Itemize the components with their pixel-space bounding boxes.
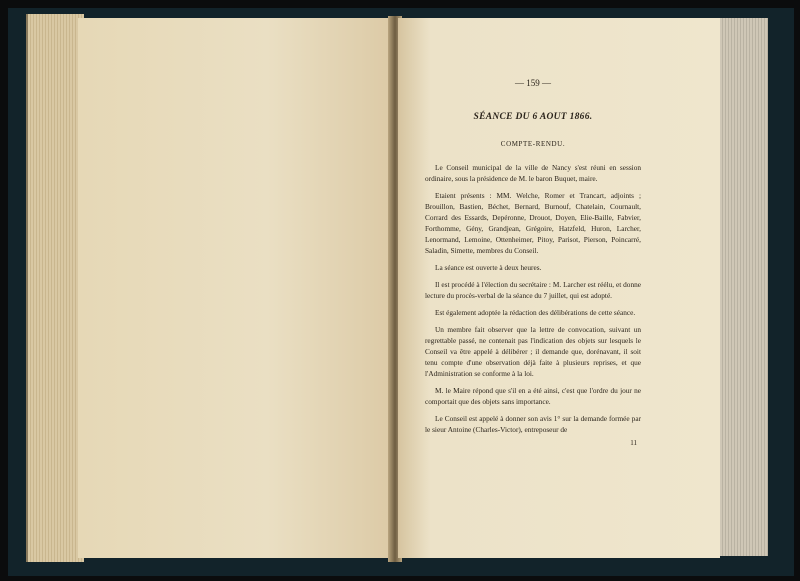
paragraph: Etaient présents : MM. Welche, Romer et Trancart, adjoints ; Brouillon, Bastien, Béchet, Bernard, Burnouf, Chatelain, Cournault, Corrard des Essards, Depéronne, Drouot, Doyen, Elie-Baille, Fabvier, Forthomme, Gény, Grandjean, Grégoire, Hatzfeld, Huron, Larcher, Lenormand, Lemoine, Ottenheimer, Pitoy, Parisot, Pierson, Poincarré, Saladin, Simette, membres du Conseil. xyxy=(425,191,641,255)
left-page-blank xyxy=(78,18,394,558)
session-title: SÉANCE DU 6 AOUT 1866. xyxy=(473,112,593,122)
section-heading: COMPTE-RENDU. xyxy=(500,140,566,148)
right-page-edges xyxy=(720,18,768,556)
paragraph: Un membre fait observer que la lettre de convocation, suivant un regrettable passé, ne contenait pas l'indication des objets sur lesquels le Conseil va être appelé à délibérer ; il demande que, dorénavant, il soit tenu compte d'une observation déjà faite à plusieurs reprises, et que l'Administration se conforme à la loi. xyxy=(425,325,641,378)
signature-mark: 11 xyxy=(630,439,637,447)
paragraph: Le Conseil est appelé à donner son avis 1° sur la demande formée par le sieur Antoine (Charles-Victor), entreposeur de xyxy=(425,414,641,434)
paragraph: M. le Maire répond que s'il en a été ainsi, c'est que l'ordre du jour ne comportait que des objets sans importance. xyxy=(425,386,641,406)
paragraph: La séance est ouverte à deux heures. xyxy=(435,263,542,272)
paragraph: Le Conseil municipal de la ville de Nancy s'est réuni en session ordinaire, sous la présidence de M. le baron Buquet, maire. xyxy=(425,163,641,183)
page-number: — 159 — xyxy=(515,78,551,88)
paragraph: Il est procédé à l'élection du secrétaire : M. Larcher est réélu, et donne lecture du procès-verbal de la séance du 7 juillet, qui est adopté. xyxy=(425,280,641,300)
page-text xyxy=(425,78,641,447)
paragraph: Est également adoptée la rédaction des délibérations de cette séance. xyxy=(435,308,636,317)
left-page-edges xyxy=(26,14,84,562)
